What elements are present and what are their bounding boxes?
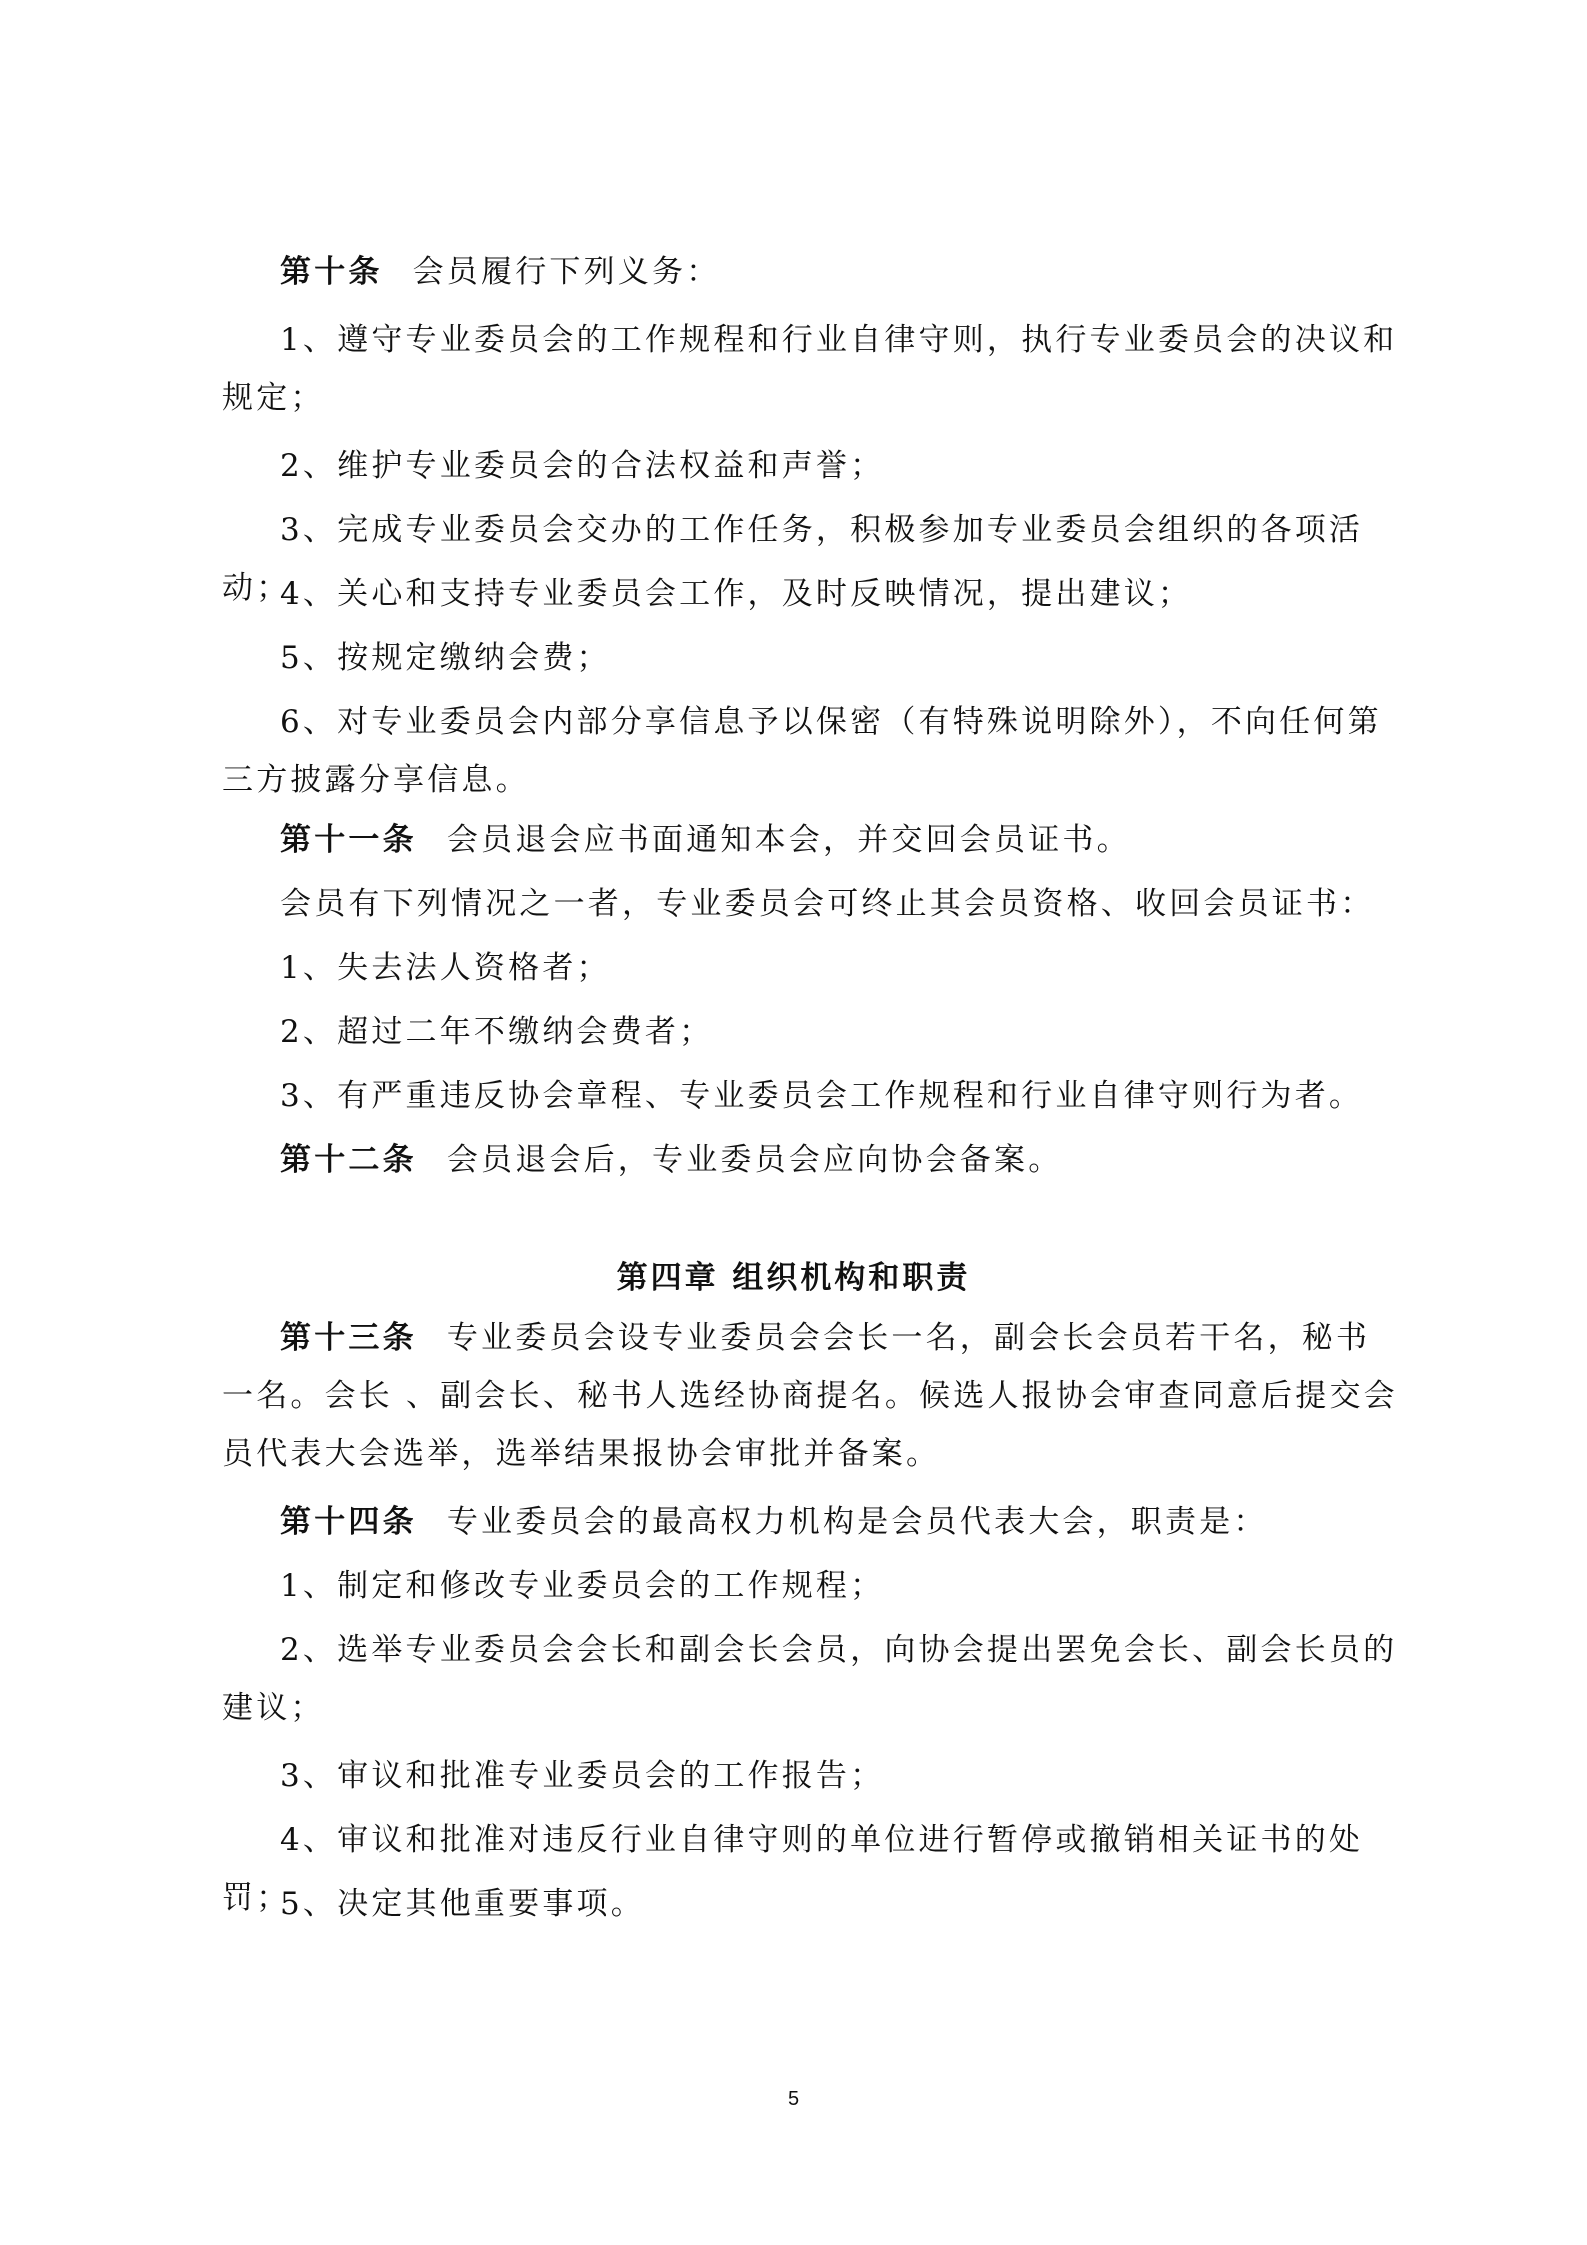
article-11-item-1: 1、失去法人资格者； xyxy=(280,950,611,986)
article-10-item-1: 1、遵守专业委员会的工作规程和行业自律守则，执行专业委员会的决议和规定； xyxy=(222,322,1398,416)
article-14-item-1: 1、制定和修改专业委员会的工作规程； xyxy=(280,1568,885,1604)
article-10-item-5: 5、按规定缴纳会费； xyxy=(280,640,611,676)
article-12-label: 第十二条 xyxy=(280,1142,417,1178)
page-number: 5 xyxy=(787,2088,800,2110)
article-11-text: 会员退会应书面通知本会，并交回会员证书。 xyxy=(446,822,1131,858)
article-14-item-2: 2、选举专业委员会会长和副会长会员，向协会提出罢免会长、副会长员的建议； xyxy=(222,1632,1398,1726)
article-14-item-3: 3、审议和批准专业委员会的工作报告； xyxy=(280,1758,885,1794)
article-14-heading xyxy=(222,1493,1402,1551)
article-10-item-2: 2、维护专业委员会的合法权益和声誉； xyxy=(280,448,885,484)
article-10-item-4: 4、关心和支持专业委员会工作，及时反映情况，提出建议； xyxy=(280,576,1193,612)
article-10-item-3: 3、完成专业委员会交办的工作任务，积极参加专业委员会组织的各项活动； xyxy=(222,512,1364,606)
article-10-heading xyxy=(222,243,1402,301)
article-10-intro: 会员履行下列义务： xyxy=(412,254,721,290)
article-11-item-2: 2、超过二年不缴纳会费者； xyxy=(280,1014,714,1050)
article-12-heading xyxy=(222,1131,1402,1189)
article-13-label: 第十三条 xyxy=(280,1320,417,1356)
article-14-text: 专业委员会的最高权力机构是会员代表大会，职责是： xyxy=(446,1504,1268,1540)
article-10-label: 第十条 xyxy=(280,254,383,290)
article-13-heading xyxy=(222,1309,1402,1483)
article-11-item-3: 3、有严重违反协会章程、专业委员会工作规程和行业自律守则行为者。 xyxy=(280,1078,1364,1114)
article-14-item-4: 4、审议和批准对违反行业自律守则的单位进行暂停或撤销相关证书的处罚； xyxy=(222,1822,1364,1916)
article-10-item-6: 6、对专业委员会内部分享信息予以保密（有特殊说明除外），不向任何第三方披露分享信息。 xyxy=(222,704,1382,798)
article-14-item-5: 5、决定其他重要事项。 xyxy=(280,1886,645,1922)
chapter-title: 第四章 组织机构和职责 xyxy=(616,1260,971,1296)
article-11-intro: 会员有下列情况之一者，专业委员会可终止其会员资格、收回会员证书： xyxy=(280,886,1375,922)
article-11-heading xyxy=(222,811,1402,869)
article-11-label: 第十一条 xyxy=(280,822,417,858)
article-14-label: 第十四条 xyxy=(280,1504,417,1540)
article-13-text: 专业委员会设专业委员会会长一名，副会长会员若干名，秘书一名。会长 、副会长、秘书人选经协商提名。候选人报协会审查同意后提交会员代表大会选举，选举结果报协会审批并备案。 xyxy=(222,1320,1398,1472)
article-12-text: 会员退会后，专业委员会应向协会备案。 xyxy=(446,1142,1063,1178)
